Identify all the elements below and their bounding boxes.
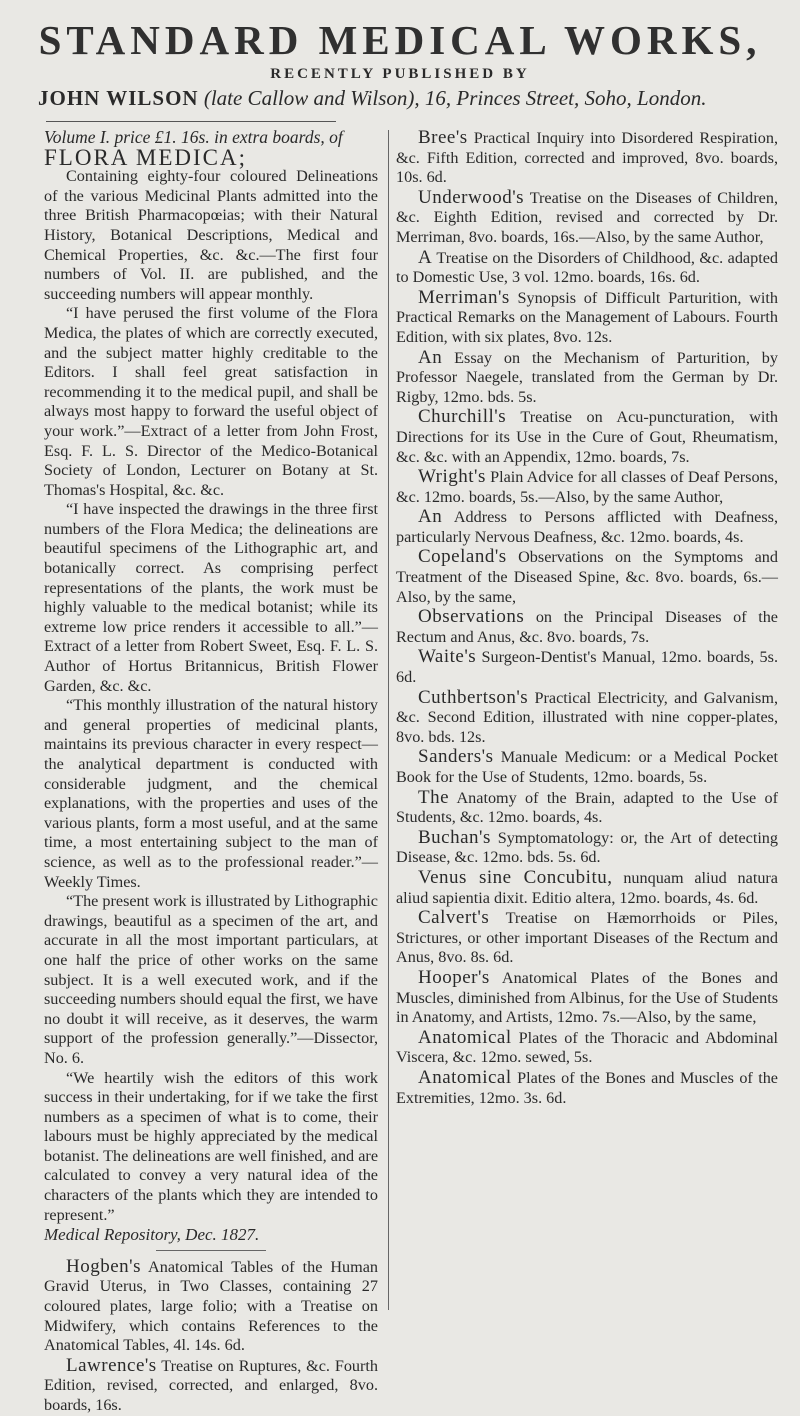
entry-lead: Bree's (418, 127, 468, 148)
book-entry (396, 868, 778, 908)
entry-body: Plates of the Thoracic and Abdominal Viscera, &c. 12mo. sewed, 5s. (396, 1028, 778, 1067)
entry-body: Practical Electricity, and Galvanism, &c. Second Edition, illustrated with nine copper-plates, 8vo. bds. 12s. (396, 688, 778, 746)
entry-lead: Sanders's (418, 746, 494, 768)
book-entry (396, 188, 778, 248)
book-entry (396, 828, 778, 868)
book-entry (396, 407, 778, 467)
entry-lead: A (418, 246, 433, 268)
entry-body: Anatomical Tables of the Human Gravid Uterus, in Two Classes, containing 27 coloured plates, large folio; with a Treatise on Midwifery, which contains References to the Anatomical Tables, 4l. 14s. 6d. (44, 1257, 378, 1355)
entry-body: Synopsis of Difficult Parturition, with Practical Remarks on the Management of Labours. Fourth Edition, with six plates, 8vo. 12s. (396, 288, 778, 346)
review-attribution: Medical Repository, Dec. 1827. (44, 1225, 260, 1245)
entry-lead: Calvert's (418, 907, 490, 929)
entry-lead: Hooper's (418, 966, 490, 988)
entry-body: Plates of the Bones and Muscles of the Extremities, 12mo. 3s. 6d. (396, 1068, 778, 1107)
book-entry (396, 507, 778, 547)
publisher-line (38, 86, 798, 111)
column-divider (388, 130, 389, 1310)
volume-line: Volume I. price £1. 16s. in extra boards, of (44, 127, 343, 147)
book-entry (396, 547, 778, 607)
book-entry (396, 788, 778, 828)
entry-body: Treatise on the Disorders of Childhood, &c. adapted to Domestic Use, 3 vol. 12mo. boards, 16s. 6d. (396, 248, 778, 287)
book-entry (396, 348, 778, 408)
entry-body: Practical Inquiry into Disordered Respiration, &c. Fifth Edition, corrected and improved, 8vo. boards, 10s. 6d. (396, 129, 778, 187)
entry-body: Surgeon-Dentist's Manual, 12mo. boards, 5s. 6d. (396, 648, 778, 687)
left-column (44, 128, 378, 1416)
entry-lead: Waite's (418, 646, 477, 668)
entry-body: Treatise on Acu-puncturation, with Directions for its Use in the Cure of Gout, Rheumatism, &c. &c. with an Appendix, 12mo. boards, 7s. (396, 408, 778, 466)
book-entry (396, 688, 778, 748)
entry-lead: Copeland's (418, 546, 507, 568)
book-entry (396, 747, 778, 787)
entry-lead: An (418, 346, 443, 368)
book-entry (44, 1356, 378, 1416)
book-entry (396, 248, 778, 288)
page-title: STANDARD MEDICAL WORKS, (38, 17, 762, 63)
entry-lead: Cuthbertson's (418, 686, 529, 708)
entry-lead: Merriman's (418, 286, 510, 308)
entry-body: Essay on the Mechanism of Parturition, by Professor Naegele, translated from the German by Dr. Rigby, 12mo. bds. 5s. (396, 348, 778, 406)
book-entry (396, 467, 778, 507)
entry-body: on the Principal Diseases of the Rectum and Anus, &c. 8vo. boards, 7s. (396, 608, 778, 646)
book-entry (396, 1068, 778, 1108)
entry-body: Symptomatology: or, the Art of detecting Disease, &c. 12mo. bds. 5s. 6d. (396, 828, 778, 867)
book-entry (44, 1257, 378, 1356)
entry-body: Anatomy of the Brain, adapted to the Use of Students, &c. 12mo. boards, 4s. (396, 788, 778, 827)
book-entry (396, 647, 778, 687)
flora-paragraph: “We heartily wish the editors of this work success in their undertaking, for if we take the first numbers as a specimen of what is to come, their labours must be highly appreciated by the medical botanist. The delineations are well finished, and are calculated to convey a very natural idea of the characters of the plants which they are intended to represent.” (44, 1068, 378, 1224)
flora-paragraph: “The present work is illustrated by Lithographic drawings, beautiful as a specimen of the art, and accurate in all the most important particulars, at one half the price of other works on the same subject. It is a well executed work, and if the succeeding numbers should equal the first, we have no doubt it will receive, as it deserves, the warm support of the profession generally.”—Dissector, No. 6. (44, 892, 378, 1067)
flora-paragraph: “I have perused the first volume of the Flora Medica, the plates of which are correctly executed, and the subject matter highly creditable to the Editors. I shall feel great satisfaction in recommending it to the medical pupil, and shall be always most happy to forward the useful object of your work.”—Extract of a letter from John Frost, Esq. F. L. S. Director of the Medico-Botanical Society of London, Lecturer on Botany at St. Thomas's Hospital, &c. &c. (44, 304, 378, 499)
entry-lead: Venus sine Concubitu, (418, 866, 613, 888)
entry-lead: Anatomical (418, 1066, 512, 1088)
entry-body: Treatise on Hæmorrhoids or Piles, Strictures, or other important Diseases of the Rectum and Anus, 8vo. 8s. 6d. (396, 909, 778, 967)
page-subtitle: RECENTLY PUBLISHED BY (270, 66, 530, 82)
flora-paragraph: Containing eighty-four coloured Delineations of the various Medicinal Plants admitted into the three British Pharmacopœias; with their Natural History, Botanical Descriptions, Medical and Chemical Properties, &c. &c.—The first four numbers of Vol. II. are published, and the succeeding numbers will appear monthly. (44, 167, 378, 303)
entry-lead: Underwood's (418, 186, 525, 208)
book-entry (396, 607, 778, 647)
entry-body: Observations on the Symptoms and Treatment of the Diseased Spine, &c. 8vo. boards, 6s.—Also, by the same, (396, 548, 778, 606)
entry-lead: Buchan's (418, 826, 491, 848)
book-entry (396, 1028, 778, 1068)
publisher-address: (late Callow and Wilson), 16, Princes Street, Soho, London. (198, 86, 707, 110)
book-entry (396, 128, 778, 188)
entry-lead: Observations (418, 606, 525, 628)
entry-body: nunquam aliud natura aliud sapientia dixit. Editio altera, 12mo. boards, 4s. 6d. (396, 868, 778, 907)
flora-medica-title: FLORA MEDICA; (44, 144, 247, 170)
right-column (396, 128, 778, 1108)
publisher-name: JOHN WILSON (38, 86, 199, 110)
entry-lead: Hogben's (66, 1255, 141, 1277)
header-rule (46, 121, 336, 122)
entry-body: Treatise on Ruptures, &c. Fourth Edition, revised, corrected, and enlarged, 8vo. boards, 16s. (44, 1356, 378, 1414)
entry-body: Anatomical Plates of the Bones and Muscles, diminished from Albinus, for the Use of Students in Anatomy, and Artists, 12mo. 7s.—Also, by the same, (396, 968, 778, 1027)
entry-lead: The (418, 786, 450, 808)
entry-lead: Churchill's (418, 406, 507, 428)
section-rule (156, 1250, 266, 1251)
entry-body: Manuale Medicum: or a Medical Pocket Book for the Use of Students, 12mo. boards, 5s. (396, 748, 778, 786)
entry-lead: Lawrence's (66, 1354, 157, 1376)
entry-body: Address to Persons afflicted with Deafness, particularly Nervous Deafness, &c. 12mo. boards, 4s. (396, 508, 778, 546)
flora-paragraph: “I have inspected the drawings in the three first numbers of the Flora Medica; the delineations are beautiful specimens of the Lithographic art, and botanically correct. As comprising perfect representations of the plants, the work must be highly valuable to the medical botanist; while its extreme low price renders it accessible to all.”—Extract of a letter from Robert Sweet, Esq. F. L. S. Author of Hortus Britannicus, British Flower Garden, &c. &c. (44, 500, 378, 695)
book-entry (396, 908, 778, 968)
entry-body: Plain Advice for all classes of Deaf Persons, &c. 12mo. boards, 5s.—Also, by the same Author, (396, 468, 778, 506)
book-entry (396, 968, 778, 1028)
entry-lead: Anatomical (418, 1026, 512, 1048)
entry-lead: Wright's (418, 466, 486, 488)
book-entry (396, 288, 778, 348)
entry-lead: An (418, 506, 443, 528)
entry-body: Treatise on the Diseases of Children, &c. Eighth Edition, revised and corrected by Dr. Merriman, 8vo. boards, 16s.—Also, by the same Author, (396, 188, 778, 246)
flora-paragraph: “This monthly illustration of the natural history and general properties of medicinal plants, maintains its previous character in every respect—the analytical department is conducted with considerable judgment, and the chemical explanations, with the properties and uses of the various plants, form a most useful, and at the same time, a most entertaining subject to the man of science, as well as to the professional reader.”—Weekly Times. (44, 696, 378, 891)
